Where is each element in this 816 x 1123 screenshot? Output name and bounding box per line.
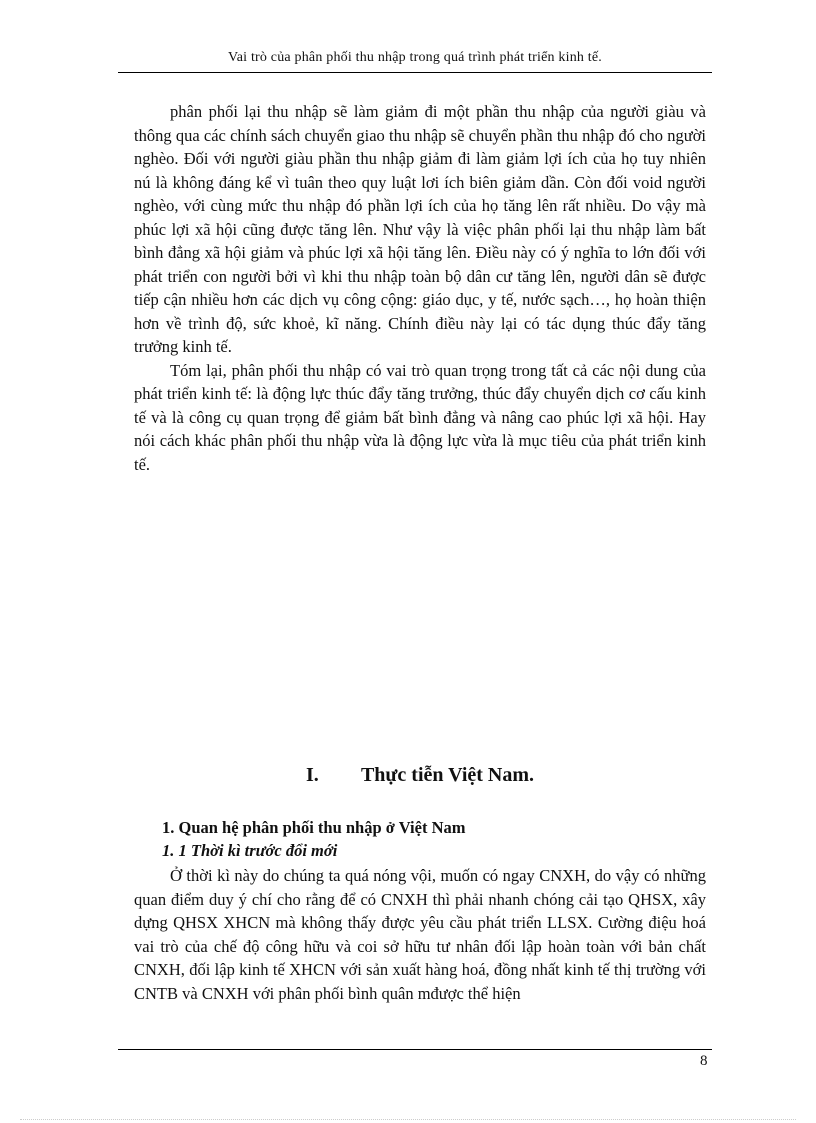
section-title: Thực tiễn Việt Nam. [360, 764, 535, 786]
page-number: 8 [700, 1053, 708, 1069]
footer-rule [118, 1049, 712, 1050]
section-body-text [134, 864, 706, 1005]
subsubheading: 1. 1 Thời kì trước đổi mới [162, 841, 338, 860]
paragraph-1: phân phối lại thu nhập sẽ làm giảm đi một phần thu nhập của người giàu và thông qua các chính sách chuyển giao thu nhập sẽ chuyển phần thu nhập đó cho người nghèo. Đối với người giàu phần thu nhập giảm đi làm giảm lợi ích của họ tuy nhiên nú là không đáng kể vì tuân theo quy luật lơi ích biên giảm dần. Còn đối void người nghèo, với cùng mức thu nhập đó phần lợi ích của họ tăng lên rất nhiều. Do vậy mà phúc lợi xã hội cũng được tăng lên. Như vậy là việc phân phối lại thu nhập làm bất bình đẳng xã hội giảm và phúc lợi xã hội tăng lên. Điều này có ý nghĩa to lớn đối với phát triển con người bởi vì khi thu nhập toàn bộ dân cư tăng lên, người dân sẽ được tiếp cận nhiều hơn các dịch vụ công cộng: giáo dục, y tế, nước sạch…, họ hoàn thiện hơn về trình độ, sức khoẻ, kĩ năng. Chính điều này lại có tác dụng thúc đẩy tăng trưởng kinh tế. [134, 102, 706, 356]
section-number: I. [305, 764, 319, 786]
page-edge-divider [20, 1119, 796, 1120]
paragraph-3: Ở thời kì này do chúng ta quá nóng vội, muốn có ngay CNXH, do vậy có những quan điểm duy ý chí cho rằng để có CNXH thì phải nhanh chóng cải tạo QHSX, xây dựng QHSX XHCN mà không thấy được yêu cầu phát triển LLSX. Cường điệu hoá vai trò của chế độ công hữu và coi sở hữu tư nhân đối lập hoàn toàn với bản chất CNXH, đối lập kinh tế XHCN với sản xuất hàng hoá, đồng nhất kinh tế thị trường với CNTB và CNXH với phân phối bình quân mđược thể hiện [134, 866, 706, 1003]
paragraph-2: Tóm lại, phân phối thu nhập có vai trò quan trọng trong tất cả các nội dung của phát triển kinh tế: là động lực thúc đẩy tăng trưởng, thúc đẩy chuyển dịch cơ cấu kinh tế và là công cụ quan trọng để giảm bất bình đẳng và nâng cao phúc lợi xã hội. Hay nói cách khác phân phối thu nhập vừa là động lực vừa là mục tiêu của phát triển kinh tế. [134, 360, 706, 474]
subheading: 1. Quan hệ phân phối thu nhập ở Việt Nam [162, 818, 466, 837]
running-header: Vai trò của phân phối thu nhập trong quá trình phát triển kinh tế. [227, 50, 602, 65]
body-text [134, 100, 706, 476]
header-rule [118, 72, 712, 73]
section-heading [134, 764, 706, 787]
